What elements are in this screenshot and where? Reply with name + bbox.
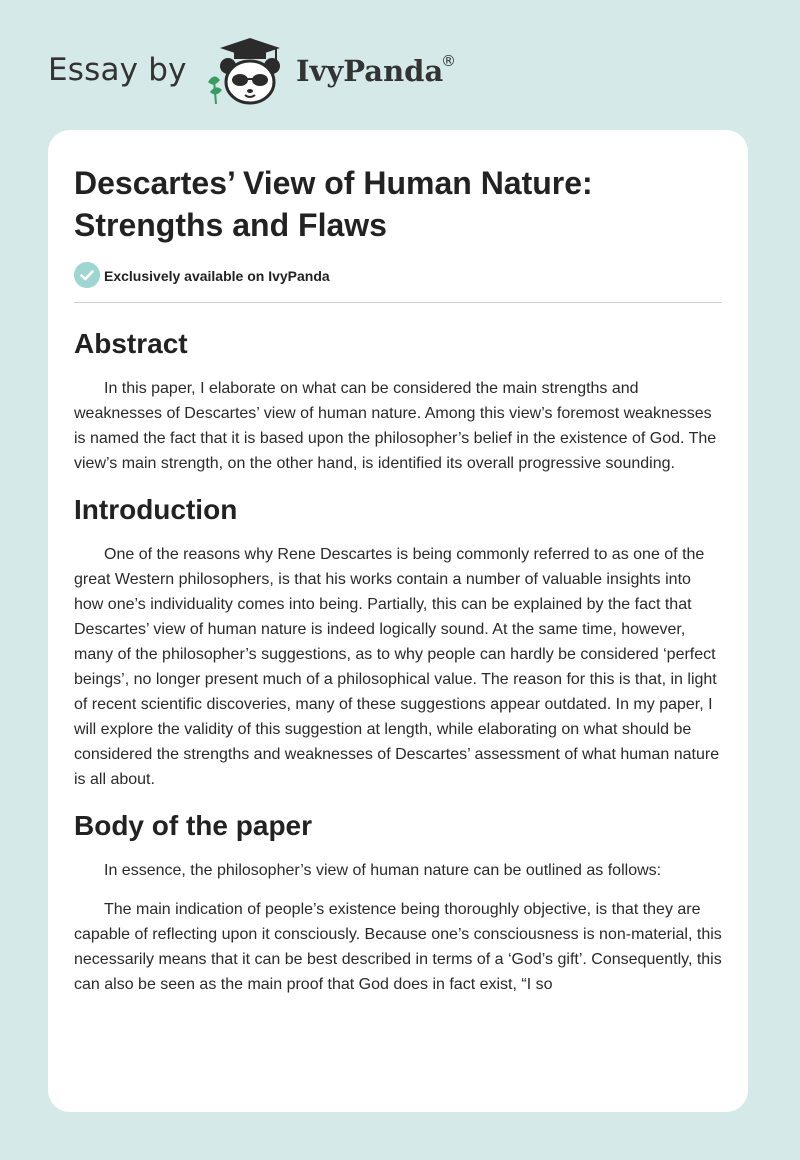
exclusive-badge-text: Exclusively available on IvyPanda <box>104 268 330 284</box>
registered-mark: ® <box>441 52 456 70</box>
essay-content <box>74 324 722 1011</box>
section-introduction <box>74 490 722 792</box>
essay-title: Descartes’ View of Human Nature: Strengths and Flaws <box>74 165 593 243</box>
section-heading: Abstract <box>74 328 188 359</box>
divider <box>74 302 722 303</box>
section-body <box>74 806 722 997</box>
section-abstract <box>74 324 722 476</box>
paragraph: In essence, the philosopher’s view of human nature can be outlined as follows: <box>104 862 662 879</box>
essay-card <box>48 130 748 1112</box>
brand-name[interactable]: IvyPanda <box>296 54 444 88</box>
paragraph: In this paper, I elaborate on what can be considered the main strengths and weaknesses of Descartes’ view of human nature. Among this view’s foremost weaknesses is named the fact that it is based upon the philosopher’s belief in the existence of God. The view’s main strength, on the other hand, is identified its overall progressive sounding. <box>74 380 717 472</box>
site-header <box>0 0 800 130</box>
section-heading: Introduction <box>74 494 238 525</box>
section-heading: Body of the paper <box>74 810 313 841</box>
check-circle-icon <box>74 262 100 288</box>
paragraph: One of the reasons why Rene Descartes is being commonly referred to as one of the great Western philosophers, is that his works contain a number of valuable insights into how one’s individuality comes into being. Partially, this can be explained by the fact that Descartes’ view of human nature is indeed logically sound. At the same time, however, many of the philosopher’s suggestions, as to why people can hardly be considered ‘perfect beings’, no longer present much of a philosophical value. The reason for this is that, in light of recent scientific discoveries, many of these suggestions appear outdated. In my paper, I will explore the validity of this suggestion at length, while elaborating on what should be considered the strengths and weaknesses of Descartes’ assessment of what human nature is all about. <box>74 546 720 788</box>
panda-graduate-logo-icon[interactable] <box>200 36 296 108</box>
brand-prefix: Essay by <box>48 52 187 88</box>
paragraph: The main indication of people’s existence being thoroughly objective, is that they are capable of reflecting upon it consciously. Because one’s consciousness is non-material, this necessarily means that it can be best described in terms of a ‘God’s gift’. Consequently, this can also be seen as the main proof that God does in fact exist, “I so <box>74 901 722 993</box>
